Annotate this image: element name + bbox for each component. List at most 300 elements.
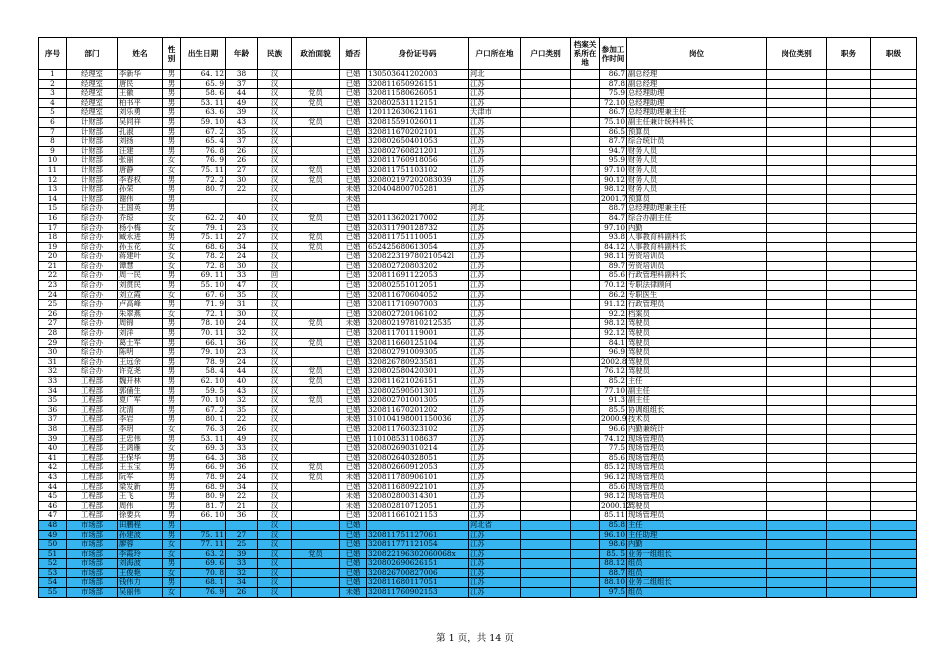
cell-position-type [767, 271, 827, 281]
cell-grade [871, 338, 917, 348]
cell-seq: 11 [39, 165, 67, 175]
cell-archive-location [571, 434, 600, 444]
cell-work-start: 97.5 [600, 588, 627, 598]
cell-marital: 已婚 [340, 204, 367, 214]
cell-seq: 5 [39, 108, 67, 118]
cell-title [827, 204, 871, 214]
cell-gender: 男 [163, 463, 181, 473]
cell-name: 王俊艳 [118, 568, 163, 578]
col-header-seq: 序号 [39, 38, 67, 70]
cell-id-number: 320802690310214 [367, 444, 469, 454]
cell-id-number: 320811760902153 [367, 588, 469, 598]
cell-hukou-type [521, 530, 571, 540]
cell-dept: 工程部 [67, 396, 118, 406]
cell-political [292, 588, 340, 598]
cell-dept: 市场部 [67, 588, 118, 598]
cell-position: 财务人员 [627, 165, 767, 175]
cell-hukou-location: 江苏 [469, 329, 521, 339]
cell-hukou-location: 江苏 [469, 444, 521, 454]
cell-title [827, 357, 871, 367]
cell-title [827, 482, 871, 492]
cell-grade [871, 492, 917, 502]
cell-ethnic: 汉 [258, 300, 292, 310]
cell-dept: 计财部 [67, 156, 118, 166]
cell-ethnic: 汉 [258, 453, 292, 463]
cell-seq: 29 [39, 338, 67, 348]
cell-name: 王飞 [118, 492, 163, 502]
cell-hukou-type [521, 367, 571, 377]
cell-dept: 经理室 [67, 108, 118, 118]
cell-position: 人事教育科副科长 [627, 233, 767, 243]
cell-id-number: 320811751103102 [367, 165, 469, 175]
cell-name: 李新华 [118, 70, 163, 80]
cell-position: 现场管理员 [627, 472, 767, 482]
cell-hukou-type [521, 194, 571, 204]
cell-archive-location [571, 89, 600, 99]
cell-dept: 综合办 [67, 252, 118, 262]
cell-seq: 2 [39, 79, 67, 89]
cell-political: 党员 [292, 89, 340, 99]
cell-position: 副主任 [627, 386, 767, 396]
cell-age: 26 [226, 424, 258, 434]
cell-title [827, 405, 871, 415]
cell-gender: 男 [163, 386, 181, 396]
cell-political [292, 70, 340, 80]
table-row [39, 185, 917, 195]
cell-ethnic: 汉 [258, 424, 292, 434]
cell-political: 党员 [292, 213, 340, 223]
cell-political [292, 204, 340, 214]
cell-position-type [767, 540, 827, 550]
cell-position: 主任助理 [627, 530, 767, 540]
cell-dept: 工程部 [67, 405, 118, 415]
cell-name: 周一民 [118, 271, 163, 281]
cell-hukou-type [521, 261, 571, 271]
cell-archive-location [571, 492, 600, 502]
cell-work-start: 84.1 [600, 338, 627, 348]
cell-grade [871, 501, 917, 511]
cell-political [292, 185, 340, 195]
cell-birth: 67. 2 [181, 405, 226, 415]
cell-hukou-location: 江苏 [469, 530, 521, 540]
col-header-hukou-location: 户口所在地 [469, 38, 521, 70]
cell-position: 副总经理 [627, 70, 767, 80]
table-row [39, 117, 917, 127]
cell-archive-location [571, 146, 600, 156]
cell-gender: 男 [163, 98, 181, 108]
cell-ethnic: 汉 [258, 252, 292, 262]
cell-hukou-type [521, 578, 571, 588]
cell-title [827, 281, 871, 291]
table-row [39, 233, 917, 243]
cell-age: 30 [226, 261, 258, 271]
cell-marital: 已婚 [340, 549, 367, 559]
cell-hukou-location: 江苏 [469, 252, 521, 262]
cell-birth: 76. 3 [181, 424, 226, 434]
cell-hukou-location: 江苏 [469, 568, 521, 578]
cell-archive-location [571, 319, 600, 329]
cell-work-start: 89.7 [600, 261, 627, 271]
cell-hukou-location: 江苏 [469, 137, 521, 147]
cell-seq: 55 [39, 588, 67, 598]
cell-hukou-type [521, 386, 571, 396]
cell-marital: 已婚 [340, 117, 367, 127]
cell-marital: 未婚 [340, 415, 367, 425]
cell-ethnic: 汉 [258, 520, 292, 530]
cell-birth: 75. 11 [181, 233, 226, 243]
cell-title [827, 377, 871, 387]
cell-ethnic: 汉 [258, 578, 292, 588]
cell-seq: 13 [39, 185, 67, 195]
cell-gender: 女 [163, 165, 181, 175]
cell-marital: 已婚 [340, 405, 367, 415]
col-header-name: 姓名 [118, 38, 163, 70]
cell-gender: 男 [163, 89, 181, 99]
cell-grade [871, 204, 917, 214]
cell-dept: 综合办 [67, 261, 118, 271]
table-row [39, 463, 917, 473]
cell-marital: 已婚 [340, 540, 367, 550]
cell-birth: 66. 9 [181, 463, 226, 473]
cell-work-start: 72.10 [600, 98, 627, 108]
table-row [39, 204, 917, 214]
cell-hukou-location: 江苏 [469, 578, 521, 588]
cell-gender: 女 [163, 424, 181, 434]
cell-hukou-location: 江苏 [469, 117, 521, 127]
cell-title [827, 79, 871, 89]
cell-name: 汪建 [118, 146, 163, 156]
cell-seq: 46 [39, 501, 67, 511]
cell-grade [871, 329, 917, 339]
cell-birth: 78. 10 [181, 319, 226, 329]
cell-archive-location [571, 108, 600, 118]
cell-ethnic: 汉 [258, 501, 292, 511]
cell-grade [871, 578, 917, 588]
cell-ethnic: 汉 [258, 175, 292, 185]
cell-position-type [767, 108, 827, 118]
cell-archive-location [571, 415, 600, 425]
cell-gender: 男 [163, 300, 181, 310]
cell-position-type [767, 127, 827, 137]
cell-marital: 已婚 [340, 348, 367, 358]
cell-hukou-type [521, 463, 571, 473]
cell-hukou-type [521, 482, 571, 492]
cell-title [827, 271, 871, 281]
cell-gender: 男 [163, 520, 181, 530]
cell-dept: 综合办 [67, 319, 118, 329]
cell-age: 23 [226, 348, 258, 358]
cell-work-start: 85.5 [600, 405, 627, 415]
cell-id-number: 110108531108637 [367, 434, 469, 444]
cell-grade [871, 185, 917, 195]
cell-work-start: 88.10 [600, 578, 627, 588]
cell-title [827, 415, 871, 425]
cell-seq: 16 [39, 213, 67, 223]
cell-archive-location [571, 213, 600, 223]
cell-id-number: 320811621026151 [367, 377, 469, 387]
cell-marital: 已婚 [340, 271, 367, 281]
cell-title [827, 444, 871, 454]
cell-birth: 79. 10 [181, 348, 226, 358]
cell-seq: 33 [39, 377, 67, 387]
col-header-id-number: 身份证号码 [367, 38, 469, 70]
cell-seq: 39 [39, 434, 67, 444]
cell-political [292, 492, 340, 502]
cell-archive-location [571, 540, 600, 550]
cell-position: 驾驶员 [627, 348, 767, 358]
cell-hukou-location: 江苏 [469, 540, 521, 550]
cell-name: 王国英 [118, 204, 163, 214]
cell-hukou-type [521, 204, 571, 214]
cell-id-number: 320811780906101 [367, 472, 469, 482]
cell-seq: 49 [39, 530, 67, 540]
cell-marital: 未婚 [340, 472, 367, 482]
cell-gender: 男 [163, 79, 181, 89]
cell-birth: 55. 10 [181, 281, 226, 291]
cell-ethnic: 汉 [258, 242, 292, 252]
cell-position: 劳资培训员 [627, 261, 767, 271]
cell-name: 唐静 [118, 165, 163, 175]
cell-archive-location [571, 127, 600, 137]
cell-work-start: 85. 5 [600, 549, 627, 559]
cell-birth: 65. 9 [181, 79, 226, 89]
cell-work-start: 92.2 [600, 309, 627, 319]
cell-marital: 已婚 [340, 233, 367, 243]
cell-birth: 53. 11 [181, 434, 226, 444]
cell-ethnic: 汉 [258, 261, 292, 271]
cell-hukou-type [521, 472, 571, 482]
cell-hukou-type [521, 117, 571, 127]
cell-archive-location [571, 501, 600, 511]
cell-age: 34 [226, 578, 258, 588]
cell-grade [871, 213, 917, 223]
cell-ethnic: 汉 [258, 482, 292, 492]
cell-marital: 已婚 [340, 444, 367, 454]
cell-birth: 70. 10 [181, 396, 226, 406]
cell-archive-location [571, 463, 600, 473]
cell-dept: 工程部 [67, 463, 118, 473]
cell-id-number: 320826700827006 [367, 568, 469, 578]
cell-political [292, 290, 340, 300]
cell-seq: 31 [39, 357, 67, 367]
cell-age: 39 [226, 549, 258, 559]
cell-id-number: 320811680922101 [367, 482, 469, 492]
cell-hukou-location: 江苏 [469, 319, 521, 329]
cell-ethnic: 汉 [258, 568, 292, 578]
cell-position: 副主任 [627, 396, 767, 406]
cell-marital: 已婚 [340, 357, 367, 367]
cell-name: 沈清 [118, 405, 163, 415]
cell-political: 党员 [292, 377, 340, 387]
cell-hukou-type [521, 146, 571, 156]
cell-gender: 男 [163, 281, 181, 291]
cell-archive-location [571, 261, 600, 271]
cell-political: 党员 [292, 338, 340, 348]
cell-grade [871, 520, 917, 530]
cell-position: 行政管理科副科长 [627, 271, 767, 281]
cell-id-number: 320822319780210542l [367, 252, 469, 262]
cell-name: 王鸿雁 [118, 444, 163, 454]
cell-seq: 14 [39, 194, 67, 204]
cell-id-number: 320822196302060068x [367, 549, 469, 559]
cell-gender: 男 [163, 501, 181, 511]
cell-position-type [767, 233, 827, 243]
cell-age: 22 [226, 185, 258, 195]
cell-position: 财务人员 [627, 175, 767, 185]
cell-marital: 已婚 [340, 386, 367, 396]
cell-archive-location [571, 252, 600, 262]
spreadsheet-page [38, 37, 916, 598]
cell-age: 33 [226, 559, 258, 569]
cell-id-number: 120112630621161 [367, 108, 469, 118]
cell-name: 孙荣 [118, 185, 163, 195]
cell-position-type [767, 319, 827, 329]
cell-position: 现场管理员 [627, 463, 767, 473]
cell-age: 24 [226, 319, 258, 329]
cell-name: 张丽 [118, 156, 163, 166]
cell-age: 27 [226, 530, 258, 540]
cell-ethnic: 汉 [258, 89, 292, 99]
cell-grade [871, 396, 917, 406]
cell-seq: 44 [39, 482, 67, 492]
cell-seq: 32 [39, 367, 67, 377]
cell-work-start: 85.2 [600, 377, 627, 387]
employee-table [38, 37, 917, 598]
cell-hukou-type [521, 70, 571, 80]
cell-age: 25 [226, 540, 258, 550]
table-row [39, 559, 917, 569]
cell-hukou-location: 江苏 [469, 482, 521, 492]
cell-ethnic: 汉 [258, 377, 292, 387]
cell-political [292, 578, 340, 588]
cell-name: 田鹏程 [118, 520, 163, 530]
cell-marital: 已婚 [340, 482, 367, 492]
cell-position-type [767, 300, 827, 310]
cell-gender: 女 [163, 588, 181, 598]
cell-hukou-location: 江苏 [469, 472, 521, 482]
cell-hukou-location: 江苏 [469, 98, 521, 108]
cell-marital: 已婚 [340, 290, 367, 300]
cell-title [827, 492, 871, 502]
cell-ethnic: 汉 [258, 79, 292, 89]
cell-marital: 未婚 [340, 588, 367, 598]
cell-dept: 计财部 [67, 146, 118, 156]
cell-marital: 已婚 [340, 127, 367, 137]
cell-title [827, 559, 871, 569]
cell-gender: 男 [163, 319, 181, 329]
cell-title [827, 520, 871, 530]
cell-work-start: 96.9 [600, 348, 627, 358]
cell-hukou-type [521, 185, 571, 195]
cell-work-start: 91.12 [600, 300, 627, 310]
cell-work-start: 85.6 [600, 453, 627, 463]
cell-hukou-location: 江苏 [469, 127, 521, 137]
table-row [39, 511, 917, 521]
cell-work-start: 91.3 [600, 396, 627, 406]
cell-hukou-location: 江苏 [469, 396, 521, 406]
cell-ethnic: 汉 [258, 137, 292, 147]
cell-hukou-location: 江苏 [469, 309, 521, 319]
col-header-political: 政治面貌 [292, 38, 340, 70]
cell-hukou-location: 江苏 [469, 405, 521, 415]
cell-birth: 68. 6 [181, 242, 226, 252]
cell-ethnic: 汉 [258, 233, 292, 243]
table-row [39, 281, 917, 291]
cell-hukou-location: 江苏 [469, 242, 521, 252]
cell-birth: 59. 5 [181, 386, 226, 396]
cell-political: 党员 [292, 165, 340, 175]
cell-position-type [767, 492, 827, 502]
cell-grade [871, 252, 917, 262]
cell-ethnic: 汉 [258, 309, 292, 319]
cell-title [827, 165, 871, 175]
cell-name: 郭俑生 [118, 386, 163, 396]
cell-seq: 17 [39, 223, 67, 233]
col-header-position: 岗位 [627, 38, 767, 70]
cell-political [292, 271, 340, 281]
cell-position-type [767, 175, 827, 185]
cell-hukou-location: 江苏 [469, 501, 521, 511]
cell-archive-location [571, 357, 600, 367]
cell-marital: 已婚 [340, 396, 367, 406]
cell-birth: 78. 9 [181, 357, 226, 367]
cell-id-number [367, 204, 469, 214]
cell-position-type [767, 137, 827, 147]
cell-archive-location [571, 233, 600, 243]
cell-id-number [367, 194, 469, 204]
cell-birth: 66. 10 [181, 511, 226, 521]
cell-hukou-type [521, 444, 571, 454]
cell-age: 35 [226, 405, 258, 415]
cell-name: 王玉宝 [118, 463, 163, 473]
cell-political [292, 252, 340, 262]
cell-seq: 28 [39, 329, 67, 339]
cell-political [292, 281, 340, 291]
cell-seq: 27 [39, 319, 67, 329]
cell-age: 27 [226, 165, 258, 175]
cell-birth: 72. 1 [181, 309, 226, 319]
cell-age: 40 [226, 377, 258, 387]
cell-hukou-type [521, 223, 571, 233]
cell-position: 专职法律顾问 [627, 281, 767, 291]
cell-grade [871, 146, 917, 156]
cell-grade [871, 405, 917, 415]
cell-archive-location [571, 453, 600, 463]
cell-work-start: 84.12 [600, 242, 627, 252]
cell-position-type [767, 559, 827, 569]
cell-grade [871, 233, 917, 243]
cell-name: 魏开林 [118, 377, 163, 387]
cell-name: 陈明 [118, 348, 163, 358]
cell-seq: 37 [39, 415, 67, 425]
cell-seq: 26 [39, 309, 67, 319]
cell-gender: 男 [163, 175, 181, 185]
cell-position-type [767, 98, 827, 108]
cell-position-type [767, 396, 827, 406]
cell-gender: 男 [163, 271, 181, 281]
table-row [39, 252, 917, 262]
cell-age: 34 [226, 242, 258, 252]
cell-position-type [767, 348, 827, 358]
cell-political: 党员 [292, 549, 340, 559]
cell-marital: 已婚 [340, 568, 367, 578]
cell-hukou-type [521, 271, 571, 281]
cell-work-start: 2000.12 [601, 500, 632, 510]
cell-political [292, 540, 340, 550]
cell-marital: 已婚 [340, 242, 367, 252]
cell-hukou-type [521, 357, 571, 367]
cell-archive-location [571, 367, 600, 377]
